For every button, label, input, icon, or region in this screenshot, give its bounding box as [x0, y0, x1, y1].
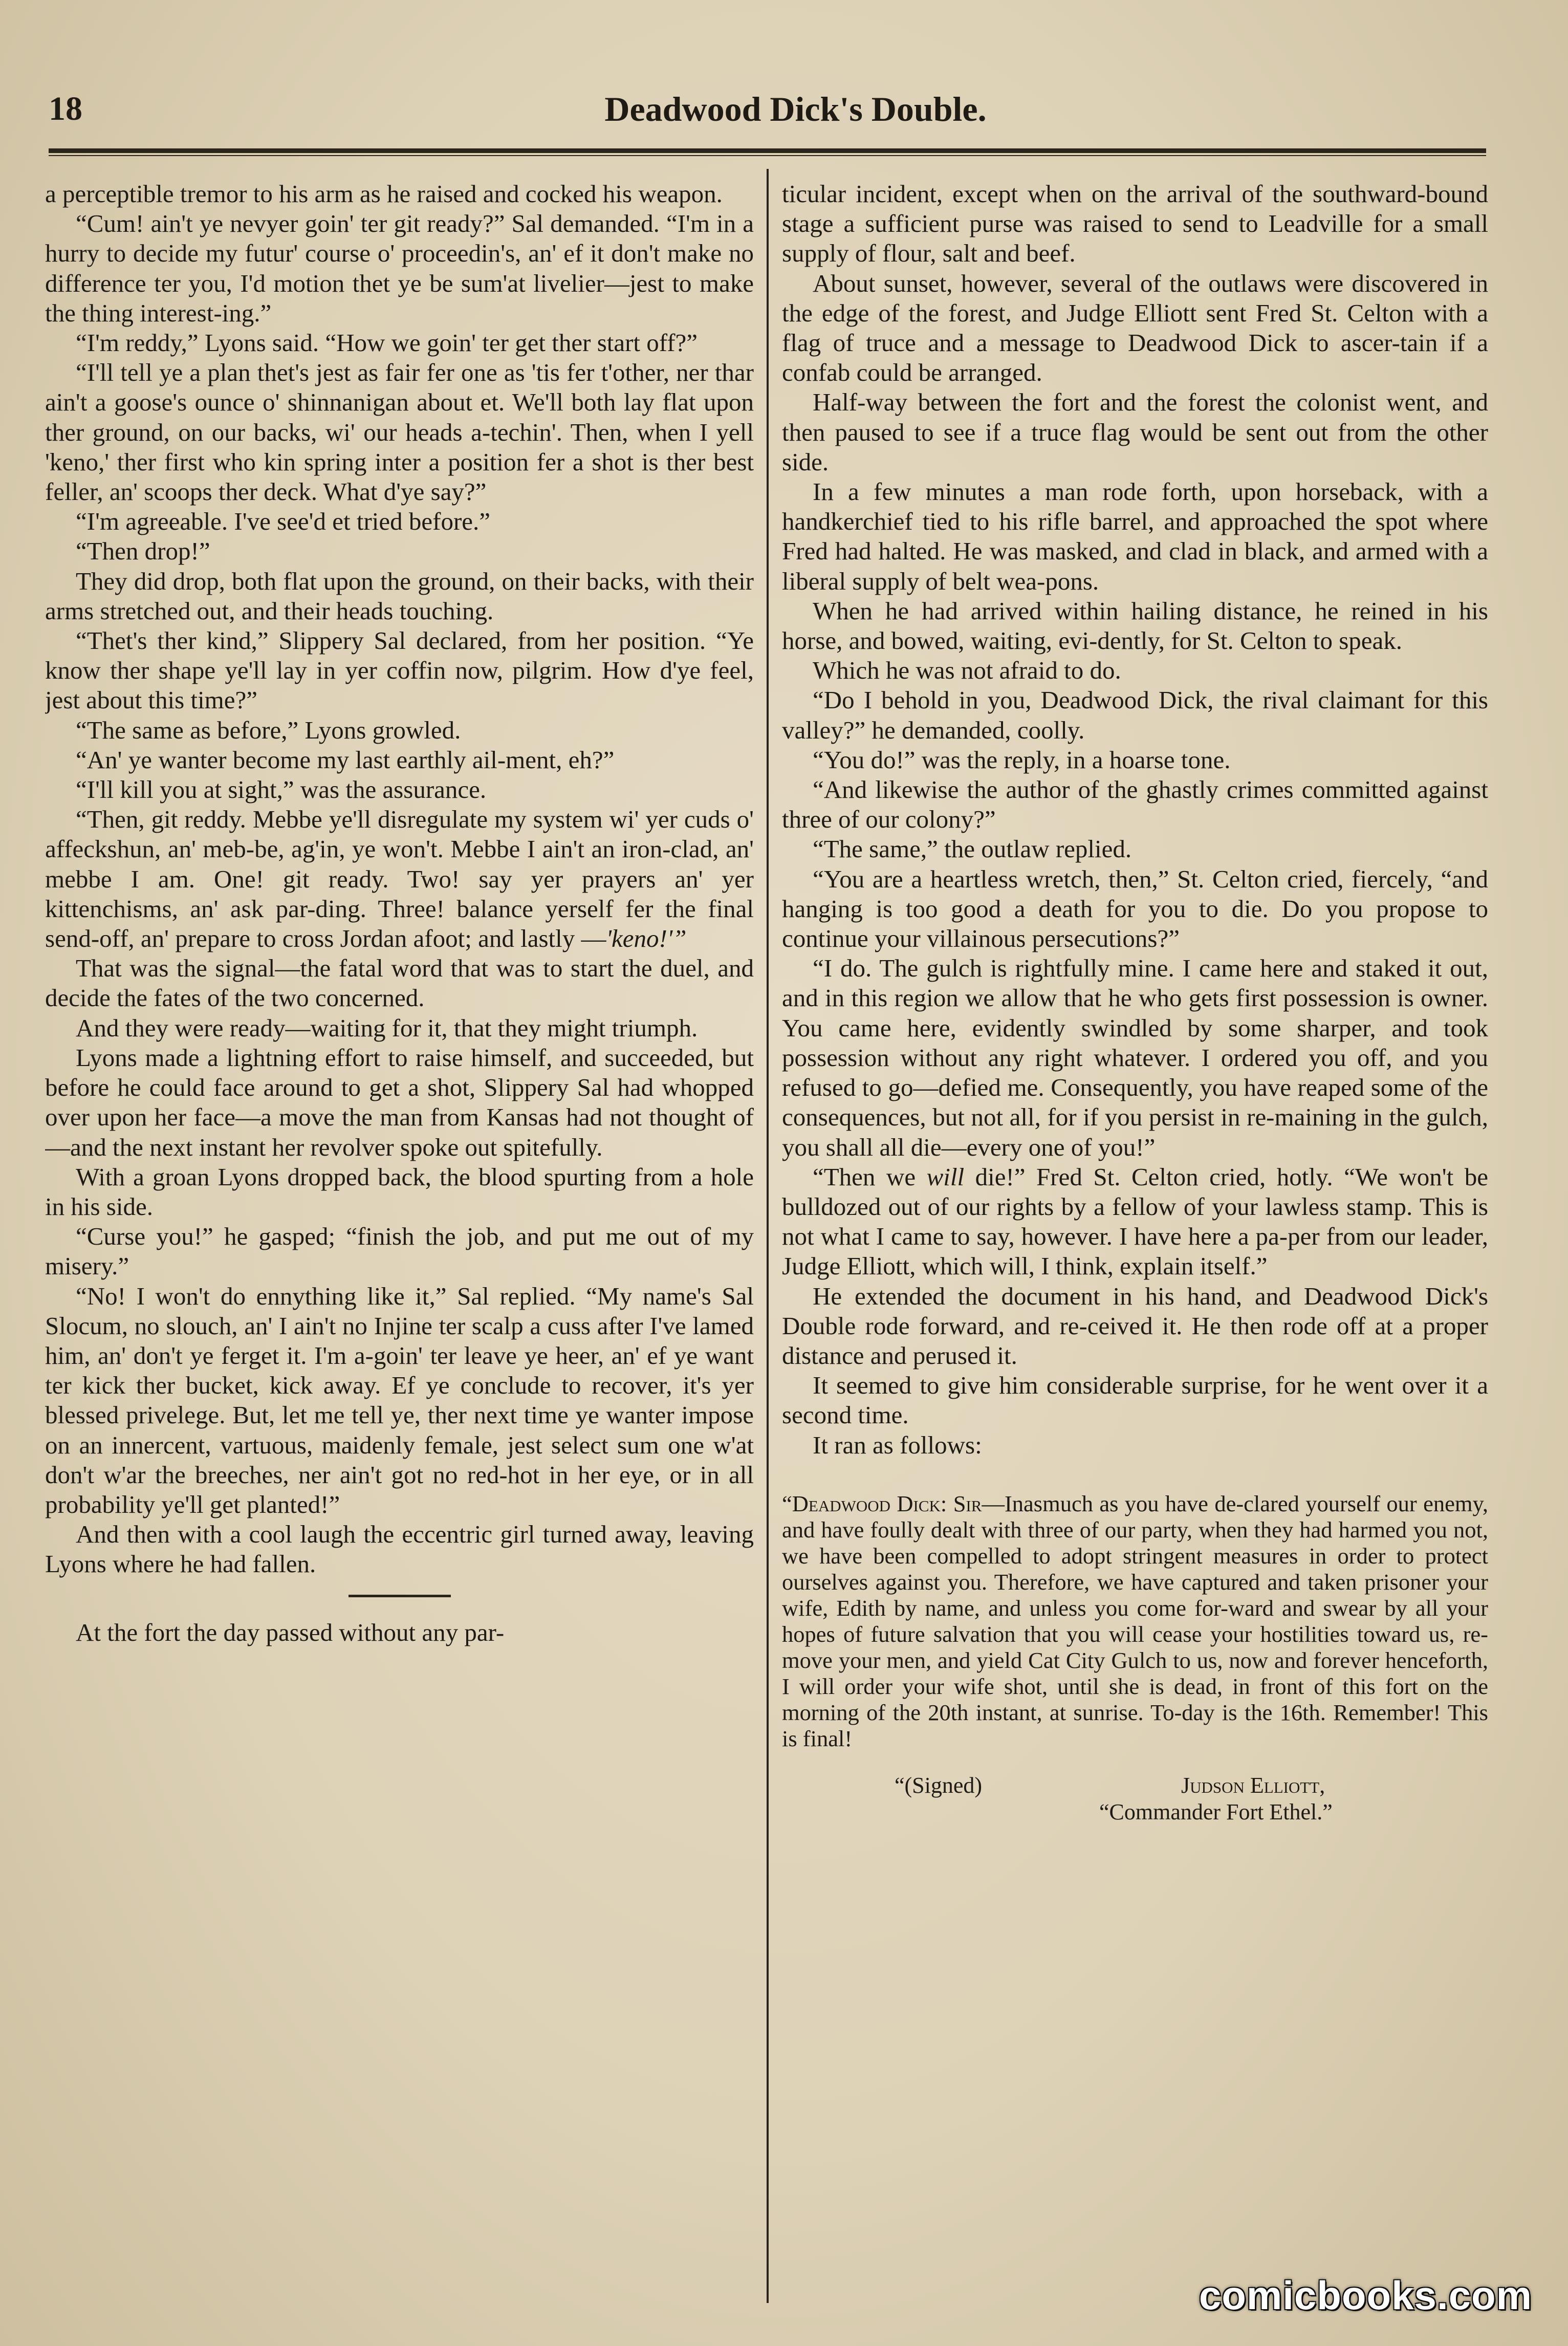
- watermark: comicbooks.com: [1199, 2273, 1532, 2318]
- page-number: 18: [49, 90, 82, 127]
- paragraph: He extended the document in his hand, and Deadwood Dick's Double rode forward, and re-ceived it. He then rode off at a proper distance and perused it.: [782, 1281, 1488, 1370]
- running-title: Deadwood Dick's Double.: [604, 90, 987, 128]
- signer-name: Judson Elliott,: [1181, 1772, 1325, 1798]
- paragraph: And then with a cool laugh the eccentric girl turned away, leaving Lyons where he had fallen.: [45, 1520, 754, 1578]
- paragraph: Half-way between the fort and the forest the colonist went, and then paused to see if a truce flag would be sent out from the other side.: [782, 388, 1488, 476]
- letter-body: —Inasmuch as you have de-clared yourself our enemy, and have foully dealt with three of our party, when they had harmed you not, we have been compelled to adopt stringent measures in order to protect ourselves against you. Therefore, we have captured and taken prisoner your wife, Edith by name, and unless you come for-ward and swear by all your hopes of future salvation that you will cease your hostilities toward us, re-move your men, and yield Cat City Gulch to us, now and forever henceforth, I will order your wife shot, until she is dead, in front of this fort on the morning of the 20th instant, at sunrise. To-day is the 16th. Remember! This is final!: [782, 1490, 1488, 1751]
- paragraph: “You are a heartless wretch, then,” St. Celton cried, fiercely, “and hanging is too good a death for you to die. Do you propose to continue your villainous persecutions?”: [782, 864, 1488, 953]
- paragraph: Lyons made a lightning effort to raise himself, and succeeded, but before he could face around to get a shot, Slippery Sal had whopped over upon her face—a move the man from Kansas had not thought of—and the next instant her revolver spoke out spitefully.: [45, 1043, 754, 1161]
- paragraph-will: [782, 1162, 1488, 1281]
- column-divider: [767, 169, 769, 2303]
- paragraph: “I'm reddy,” Lyons said. “How we goin' ter get ther start off?”: [76, 329, 698, 357]
- paragraph: About sunset, however, several of the outlaws were discovered in the edge of the forest, and Judge Elliott sent Fred St. Celton with a flag of truce and a message to Deadwood Dick to ascer-tain if a confab could be arranged.: [782, 269, 1488, 387]
- paragraph: With a groan Lyons dropped back, the blood spurting from a hole in his side.: [45, 1162, 754, 1221]
- paragraph-text: “Then, git reddy. Mebbe ye'll disregulate my system wi' yer cuds o' affeckshun, an' meb-be, ag'in, ye won't. Mebbe I ain't an iron-clad, an' mebbe I am. One! git ready. Two! say yer prayers an' yer kittenchisms, an' ask par-ding. Three! balance yerself fer the final send-off, an' prepare to cross Jordan afoot; and lastly —: [45, 805, 754, 953]
- page-header: [49, 86, 1481, 132]
- paragraph: That was the signal—the fatal word that was to start the duel, and decide the fates of the two concerned.: [45, 954, 754, 1012]
- header-rule-thin: [49, 155, 1486, 156]
- paragraph: They did drop, both flat upon the ground, on their backs, with their arms stretched out, and their heads touching.: [45, 567, 754, 625]
- paragraph-text: “Then we: [813, 1162, 916, 1191]
- paragraph: “Do I behold in you, Deadwood Dick, the rival claimant for this valley?” he demanded, coolly.: [782, 686, 1488, 744]
- letter-signature: [782, 1772, 1488, 1834]
- paragraph: “No! I won't do ennything like it,” Sal replied. “My name's Sal Slocum, no slouch, an' I ain't no Injine ter scalp a cuss after I've lamed him, an' don't ye ferget it. I'm a-goin' ter leave ye heer, an' ef ye want ter kick ther bucket, kick away. Ef ye conclude to recover, it's yer blessed privelege. But, let me tell ye, ther next time ye wanter impose on an innercent, vartuous, maidenly female, jest select sum one w'at don't w'ar the breeches, ner ain't got no red-hot in her eye, or in all probability ye'll get planted!”: [45, 1281, 754, 1518]
- paragraph: “The same as before,” Lyons growled.: [76, 715, 461, 744]
- paragraph: ticular incident, except when on the arrival of the southward-bound stage a sufficient purse was raised to send to Leadville for a small supply of flour, salt and beef.: [782, 180, 1488, 268]
- paragraph: “And likewise the author of the ghastly crimes committed against three of our colony?”: [782, 775, 1488, 834]
- left-column: [45, 179, 754, 2329]
- paragraph: “Cum! ain't ye nevyer goin' ter git ready?” Sal demanded. “I'm in a hurry to decide my futur' course o' proceedin's, an' ef it don't make no difference ter you, I'd motion thet ye be sum'at livelier—jest to make the thing interest-ing.”: [45, 209, 754, 327]
- paragraph: “I do. The gulch is rightfully mine. I came here and staked it out, and in this region we allow that he who gets first possession is owner. You came here, evidently swindled by some sharper, and took possession without any right whatever. I ordered you off, and you refused to go—defied me. Consequently, you have reaped some of the consequences, but not all, for if you persist in re-maining in the gulch, you shall all die—every one of you!”: [782, 954, 1488, 1161]
- paragraph-keno: [45, 805, 754, 953]
- will-word: will: [926, 1162, 965, 1191]
- right-column: [782, 179, 1488, 2329]
- paragraph: “Then drop!”: [76, 537, 210, 566]
- paragraph: In a few minutes a man rode forth, upon horseback, with a handkerchief tied to his rifle barrel, and approached the spot where Fred had halted. He was masked, and clad in black, and armed with a liberal supply of belt wea-pons.: [782, 477, 1488, 595]
- paragraph: It ran as follows:: [813, 1430, 982, 1459]
- paragraph: Which he was not afraid to do.: [813, 656, 1121, 685]
- paragraph: “You do!” was the reply, in a hoarse tone.: [813, 745, 1231, 774]
- paragraph: “I'll kill you at sight,” was the assurance.: [76, 775, 487, 804]
- signed-label: “(Signed): [895, 1772, 983, 1798]
- letter-salutation: “Deadwood Dick: Sir: [782, 1490, 982, 1516]
- paragraph: It seemed to give him considerable surprise, for he went over it a second time.: [782, 1371, 1488, 1429]
- paragraph: a perceptible tremor to his arm as he raised and cocked his weapon.: [45, 180, 723, 208]
- paragraph: “Thet's ther kind,” Slippery Sal declared, from her position. “Ye know ther shape ye'll lay in yer coffin now, pilgrim. How d'ye feel, jest about this time?”: [45, 626, 754, 714]
- keno-word: 'keno!'”: [606, 924, 687, 953]
- paragraph: “An' ye wanter become my last earthly ail-ment, eh?”: [76, 745, 615, 774]
- signer-title: “Commander Fort Ethel.”: [1099, 1799, 1333, 1824]
- quoted-letter: [782, 1491, 1488, 1752]
- paragraph: And they were ready—waiting for it, that they might triumph.: [76, 1013, 698, 1042]
- paragraph: “The same,” the outlaw replied.: [813, 835, 1132, 863]
- paragraph: “I'll tell ye a plan thet's jest as fair fer one as 'tis fer t'other, ner thar ain't a goose's ounce o' shinnanigan about et. We'll both lay flat upon ther ground, on our backs, wi' our heads a-techin'. Then, when I yell 'keno,' ther first who kin spring inter a position fer a shot is ther best feller, an' scoops ther deck. What d'ye say?”: [45, 358, 754, 506]
- paragraph: “I'm agreeable. I've see'd et tried before.”: [76, 507, 491, 536]
- section-separator: [349, 1595, 451, 1597]
- paragraph: At the fort the day passed without any par-: [76, 1618, 505, 1646]
- paragraph-text: die!” Fred St. Celton cried, hotly. “We won't be bulldozed out of our rights by a fellow of your lawless stamp. This is not what I came to say, however. I have here a pa-per from our leader, Judge Elliott, which will, I think, explain itself.”: [782, 1162, 1488, 1280]
- header-rule: [49, 148, 1486, 153]
- paragraph: “Curse you!” he gasped; “finish the job, and put me out of my misery.”: [45, 1222, 754, 1280]
- paragraph: When he had arrived within hailing distance, he reined in his horse, and bowed, waiting, evi-dently, for St. Celton to speak.: [782, 596, 1488, 655]
